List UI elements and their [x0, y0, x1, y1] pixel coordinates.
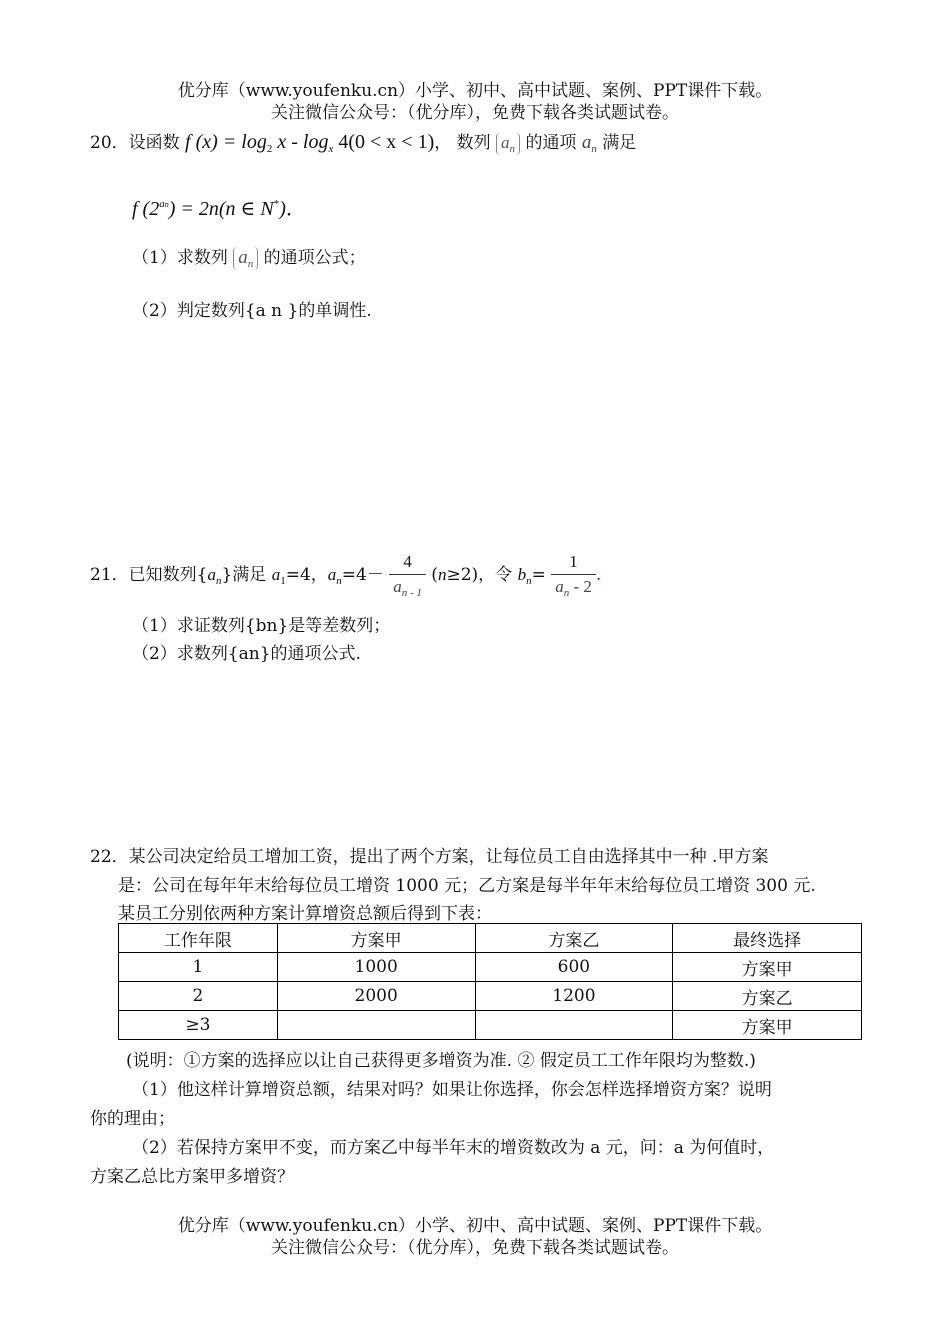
q22-part-2-line-2: 方案乙总比方案甲多增资？: [90, 1167, 294, 1187]
table-cell: 方案甲: [673, 953, 862, 982]
footer-line-2: 关注微信公众号：（优分库），免费下载各类试题试卷。: [271, 1238, 679, 1258]
table-cell: 600: [475, 953, 673, 982]
q20-text-b: 数列: [456, 133, 491, 153]
table-cell: 方案甲: [673, 1011, 862, 1040]
header-line-1: 优分库（www.youfenku.cn）小学、初中、高中试题、案例、PPT课件下载。: [177, 81, 773, 101]
table-cell: [277, 1011, 475, 1040]
q21-part-2: （2）求数列{an}的通项公式.: [132, 644, 361, 664]
table-row: [119, 1011, 862, 1040]
table-header-cell: 最终选择: [673, 924, 862, 953]
q20-function-formula: f $(x) = \log_2 x - \log_x 4(0 < x < 1)$: [185, 131, 435, 155]
q20-text-c: 的通项: [525, 133, 577, 153]
q21-fraction-1-over-an-minus-2: $\frac{1}{a_n - 2}$: [551, 552, 596, 599]
q20-text-a: 设函数: [128, 133, 180, 153]
q20-text-d: 满足: [602, 133, 637, 153]
q22-line-2: 是：公司在每年年末给每位员工增资 1000 元；乙方案是每半年年末给每位员工增资 300 元.: [118, 876, 816, 896]
q22-line-3: 某员工分别依两种方案计算增资总额后得到下表：: [118, 904, 492, 924]
q20-comma: ，: [434, 133, 452, 153]
q20-part-2: （2）判定数列{a n }的单调性.: [132, 301, 372, 321]
q20-part-1: （1）求数列 $a_n$ 的通项公式；: [132, 247, 366, 270]
q22-part-2-line-1: （2）若保持方案甲不变，而方案乙中每半年末的增资数改为 a 元，问：a 为何值时，: [132, 1138, 775, 1158]
table-cell: 1: [119, 953, 278, 982]
q21-part-1: （1）求证数列{bn}是等差数列；: [132, 616, 391, 636]
table-cell: [475, 1011, 673, 1040]
q22-part-1-line-1: （1）他这样计算增资总额，结果对吗？如果让你选择，你会怎样选择增资方案？说明: [132, 1080, 772, 1100]
q20-condition-equation: f $(2^{an}) = 2n(n$ ∈ N*)．: [132, 198, 306, 220]
table-header-cell: 工作年限: [119, 924, 278, 953]
table-header-row: [119, 924, 862, 953]
q22-part-1-line-2: 你的理由；: [90, 1109, 175, 1129]
header-line-2: 关注微信公众号：（优分库），免费下载各类试题试卷。: [271, 103, 679, 123]
table-header-cell: 方案乙: [475, 924, 673, 953]
table-row: [119, 953, 862, 982]
table-row: [119, 982, 862, 1011]
salary-comparison-table: [118, 923, 862, 1040]
footer-line-1: 优分库（www.youfenku.cn）小学、初中、高中试题、案例、PPT课件下载。: [177, 1216, 773, 1236]
q22-line-1: 22．某公司决定给员工增加工资，提出了两个方案，让每位员工自由选择其中一种 .甲方案: [90, 847, 769, 867]
table-header-cell: 方案甲: [277, 924, 475, 953]
table-cell: ≥3: [119, 1011, 278, 1040]
table-cell: 1000: [277, 953, 475, 982]
table-cell: 1200: [475, 982, 673, 1011]
q20-stem: [90, 128, 636, 155]
table-cell: 2000: [277, 982, 475, 1011]
q22-note: (说明：①方案的选择应以让自己获得更多增资为准. ② 假定员工工作年限均为整数.): [126, 1051, 756, 1071]
q20-part1-sequence: $a_n$: [233, 247, 258, 270]
table-cell: 2: [119, 982, 278, 1011]
q20-sequence-an: $a_n$: [496, 133, 520, 155]
q20-number: 20．: [90, 133, 129, 153]
q21-stem: 21．已知数列$\{a_n\}$满足 $a_1=4$，$a_n=4-$ $\frac{4}{a_{n - 1}}$ (n≥2)，令 $b_n=$ $\frac{1}{a_n - 2}$ .: [90, 552, 602, 599]
q20-term-an: $a_n$: [581, 132, 597, 155]
q21-fraction-4-over-an-1: $\frac{4}{a_{n - 1}}$: [389, 552, 426, 599]
table-cell: 方案乙: [673, 982, 862, 1011]
